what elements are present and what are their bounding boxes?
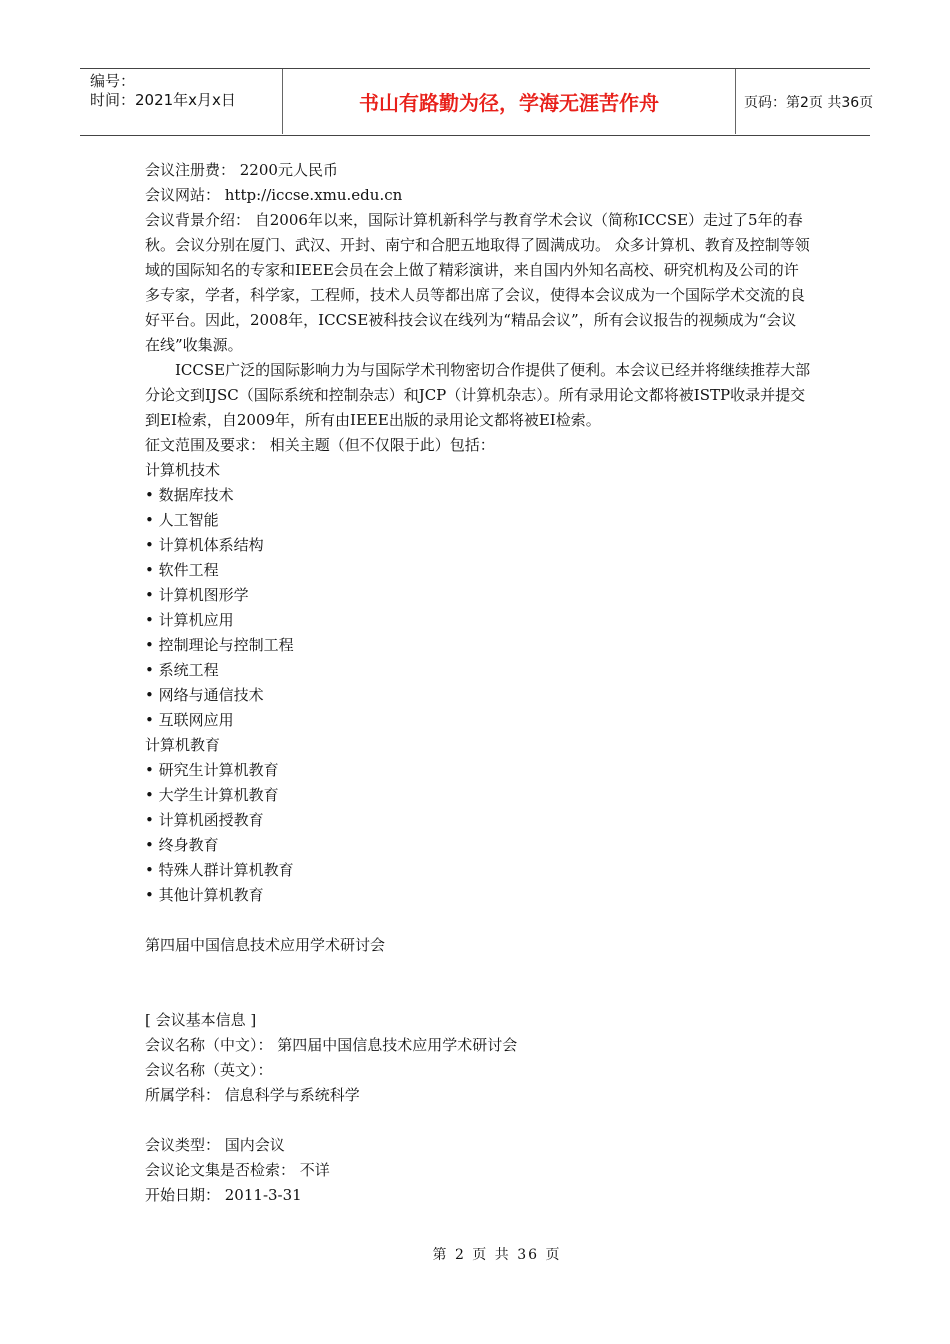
category-title-tech: 计算机技术 <box>145 461 221 479</box>
date-text: 时间：2021年x月x日 <box>90 91 236 109</box>
background-paragraph: 会议背景介绍： 自2006年以来，国际计算机新科学与教育学术会议（简称ICCSE）走过了5年的春秋。会议分别在厦门、武汉、开封、南宁和合肥五地取得了圆满成功。 众多计算机、教育及控制等领域的国际知名的专家和IEEE会员在会上做了精彩演讲，来自国内外知名高校、研究机构及公司的许多专家，学者，科学家，工程师，技术人员等都出席了会议，使得本会议成为一个国际学术交流的良好平台。因此，2008年，ICCSE被科技会议在线列为“精品会议”，所有会议报告的视频成为“会议在线”收集源。 <box>145 211 810 354</box>
registration-fee: 会议注册费： 2200元人民币 <box>145 161 338 179</box>
conference-type: 会议类型： 国内会议 <box>145 1136 285 1154</box>
list-item: • 终身教育 <box>145 836 219 854</box>
list-item: • 计算机函授教育 <box>145 811 264 829</box>
header-meta <box>90 72 280 110</box>
list-item: • 软件工程 <box>145 561 219 579</box>
header-page-info: 页码：第2页 共36页 <box>744 94 874 111</box>
list-item: • 控制理论与控制工程 <box>145 636 294 654</box>
list-item: • 研究生计算机教育 <box>145 761 279 779</box>
name-cn: 会议名称（中文）： 第四届中国信息技术应用学术研讨会 <box>145 1036 518 1054</box>
header-motto-cell <box>282 69 736 134</box>
page-header <box>80 68 874 136</box>
spacer <box>145 958 811 1008</box>
list-item: • 其他计算机教育 <box>145 886 264 904</box>
list-item: • 系统工程 <box>145 661 219 679</box>
indexed-status: 会议论文集是否检索： 不详 <box>145 1161 330 1179</box>
list-item: • 计算机图形学 <box>145 586 249 604</box>
spacer <box>145 908 811 933</box>
basic-info-heading: [ 会议基本信息 ] <box>145 1011 257 1029</box>
list-item: • 计算机体系结构 <box>145 536 264 554</box>
category-title-edu: 计算机教育 <box>145 736 221 754</box>
conference-website: 会议网站： http://iccse.xmu.edu.cn <box>145 186 403 204</box>
list-item: • 网络与通信技术 <box>145 686 264 704</box>
spacer <box>145 1108 811 1133</box>
list-item: • 数据库技术 <box>145 486 234 504</box>
list-item: • 计算机应用 <box>145 611 234 629</box>
name-en: 会议名称（英文）： <box>145 1061 273 1079</box>
start-date: 开始日期： 2011-3-31 <box>145 1186 302 1204</box>
scope-line: 征文范围及要求： 相关主题（但不仅限于此）包括： <box>145 436 495 454</box>
list-item: • 特殊人群计算机教育 <box>145 861 294 879</box>
conference-title: 第四届中国信息技术应用学术研讨会 <box>145 936 386 954</box>
page-footer: 第 2 页 共 36 页 <box>432 1247 562 1263</box>
list-item: • 互联网应用 <box>145 711 234 729</box>
list-item: • 大学生计算机教育 <box>145 786 279 804</box>
motto-text: 书山有路勤为径，学海无涯苦作舟 <box>359 91 659 115</box>
document-body <box>145 158 811 1208</box>
list-item: • 人工智能 <box>145 511 219 529</box>
iccse-paragraph: ICCSE广泛的国际影响力为与国际学术刊物密切合作提供了便利。本会议已经并将继续推荐大部分论文到IJSC（国际系统和控制杂志）和JCP（计算机杂志）。所有录用论文都将被ISTP收录并提交到EI检索，自2009年，所有由IEEE出版的录用论文都将被EI检索。 <box>145 361 811 429</box>
subject: 所属学科： 信息科学与系统科学 <box>145 1086 360 1104</box>
code-label: 编号： <box>90 72 136 90</box>
